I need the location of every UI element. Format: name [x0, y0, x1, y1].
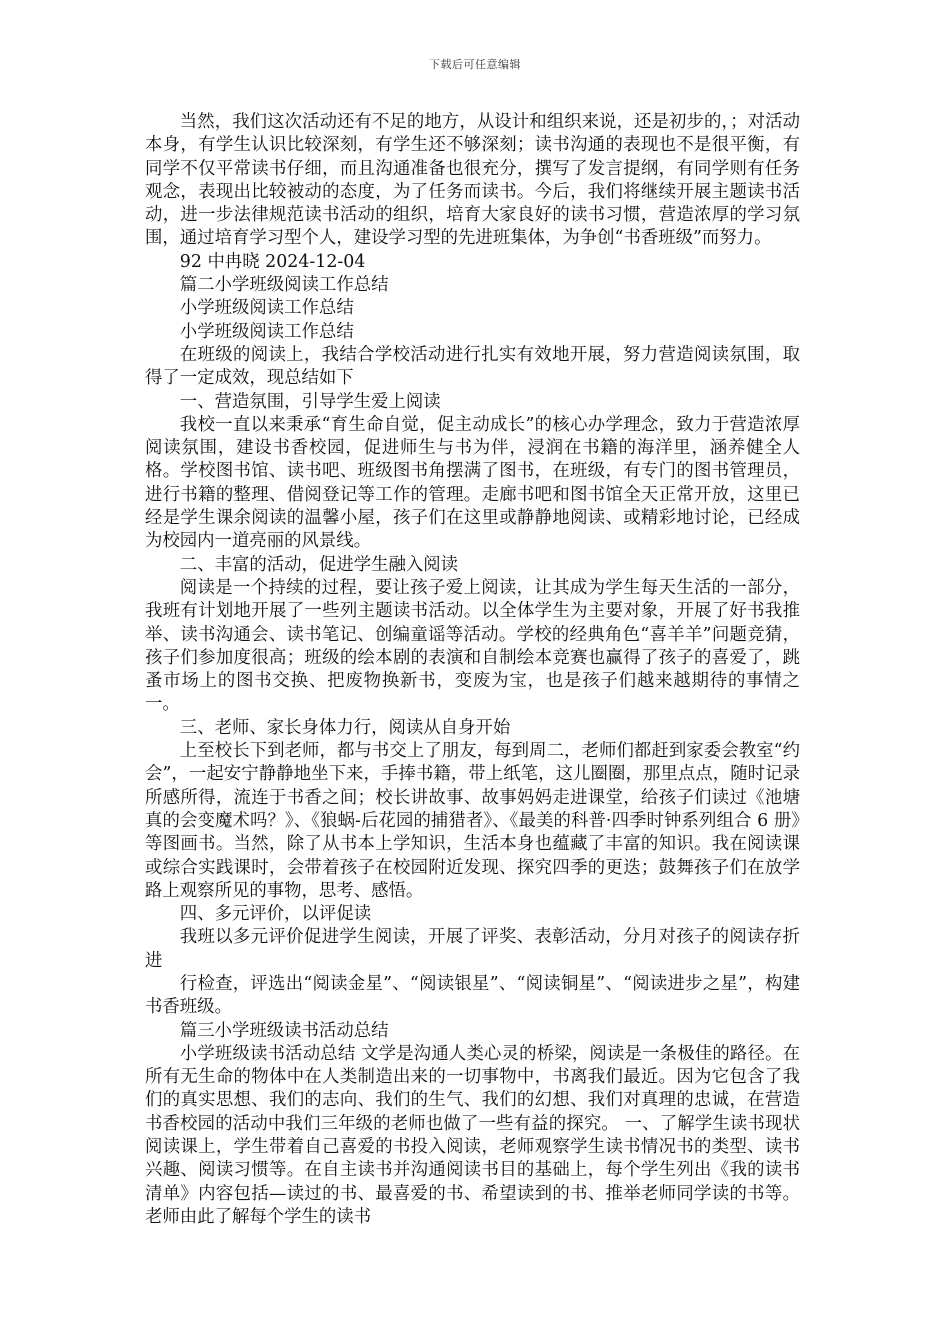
- document-title: 小学班级阅读工作总结: [179, 298, 354, 319]
- paragraph: 行检查，评选出“阅读金星”、“阅读银星”、“阅读铜星”、“阅读进步之星”，构建书香班级。: [145, 973, 800, 1018]
- heading-4: 四、多元评价，以评促读: [179, 904, 372, 925]
- heading-2: 二、丰富的活动，促进学生融入阅读: [179, 554, 459, 575]
- section-title-part3: 篇三小学班级读书活动总结: [179, 1020, 389, 1041]
- heading-3: 三、老师、家长身体力行，阅读从自身开始: [179, 717, 511, 738]
- heading-1: 一、营造氛围，引导学生爱上阅读: [179, 391, 441, 412]
- paragraph: 上至校长下到老师，都与书交上了朋友，每到周二，老师们都赶到家委会教室“约会”，一起安宁静静地坐下来，手捧书籍，带上纸笔，这儿圈圈，那里点点，随时记录所感所得，流连于书香之间；校长讲故事、故事妈妈走进课堂，给孩子们读过《池塘真的会变魔术吗？》、《狼蜗-后花园的捕猎者》、《最美的科普·四季时钟系列组合 6 册》等图画书。当然，除了从书本上学知识，生活本身也蕴藏了丰富的知识。我在阅读课或综合实践课时，会带着孩子在校园附近发现、探究四季的更迭；鼓舞孩子们在放学路上观察所见的事物，思考、感悟。: [145, 741, 800, 901]
- page-header: 下载后可任意编辑: [429, 58, 521, 71]
- paragraph: 我校一直以来秉承“育生命自觉，促主动成长”的核心办学理念，致力于营造浓厚阅读氛围，建设书香校园，促进师生与书为伴，浸润在书籍的海洋里，涵养健全人格。学校图书馆、读书吧、班级图书角摆满了图书，在班级，有专门的图书管理员，进行书籍的整理、借阅登记等工作的管理。走廊书吧和图书馆全天正常开放，这里已经是学生课余阅读的温馨小屋，孩子们在这里或静静地阅读、或精彩地讨论，已经成为校园内一道亮丽的风景线。: [145, 414, 800, 552]
- paragraph: 阅读是一个持续的过程，要让孩子爱上阅读，让其成为学生每天生活的一部分，我班有计划地开展了一些列主题读书活动。以全体学生为主要对象，开展了好书我推举、读书沟通会、读书笔记、创编童谣等活动。学校的经典角色“喜羊羊”问题竞猜，孩子们参加度很高；班级的绘本剧的表演和自制绘本竞赛也赢得了孩子的喜爱了，跳蚤市场上的图书交换、把废物换新书，变废为宝，也是孩子们越来越期待的事情之一。: [145, 577, 800, 715]
- paragraph: 小学班级读书活动总结 文学是沟通人类心灵的桥梁，阅读是一条极佳的路径。在所有无生命的物体中在人类制造出来的一切事物中，书离我们最近。因为它包含了我们的真实思想、我们的志向、我们的生气、我们的幻想、我们对真理的忠诚，在营造书香校园的活动中我们三年级的老师也做了一些有益的探究。 一、了解学生读书现状 阅读课上，学生带着自己喜爱的书投入阅读，老师观察学生读书情况书的类型、读书兴趣、阅读习惯等。在自主读书并沟通阅读书目的基础上，每个学生列出《我的读书清单》内容包括—读过的书、最喜爱的书、希望读到的书、推举老师同学读的书等。老师由此了解每个学生的读书: [145, 1043, 800, 1227]
- paragraph-reflection: 当然，我们这次活动还有不足的地方，从设计和组织来说，还是初步的，；对活动本身，有学生认识比较深刻，有学生还不够深刻；读书沟通的表现也不是很平衡，有同学不仅平常读书仔细，而且沟通准备也很充分，撰写了发言提纲，有同学则有任务观念，表现出比较被动的态度，为了任务而读书。今后，我们将继续开展主题读书活动，进一步法律规范读书活动的组织，培育大家良好的读书习惯，营造浓厚的学习氛围，通过培育学习型个人，建设学习型的先进班集体，为争创“书香班级”而努力。: [145, 112, 800, 249]
- paragraph: 我班以多元评价促进学生阅读，开展了评奖、表彰活动，分月对孩子的阅读存折进: [145, 927, 800, 971]
- paragraph-intro: 在班级的阅读上，我结合学校活动进行扎实有效地开展，努力营造阅读氛围，取得了一定成效，现总结如下: [145, 344, 800, 389]
- document-body: [145, 111, 800, 1229]
- section-title-part2: 篇二小学班级阅读工作总结: [179, 275, 389, 296]
- document-title: 小学班级阅读工作总结: [179, 321, 354, 342]
- signature-line: 92 中冉晓 2024-12-04: [179, 251, 366, 272]
